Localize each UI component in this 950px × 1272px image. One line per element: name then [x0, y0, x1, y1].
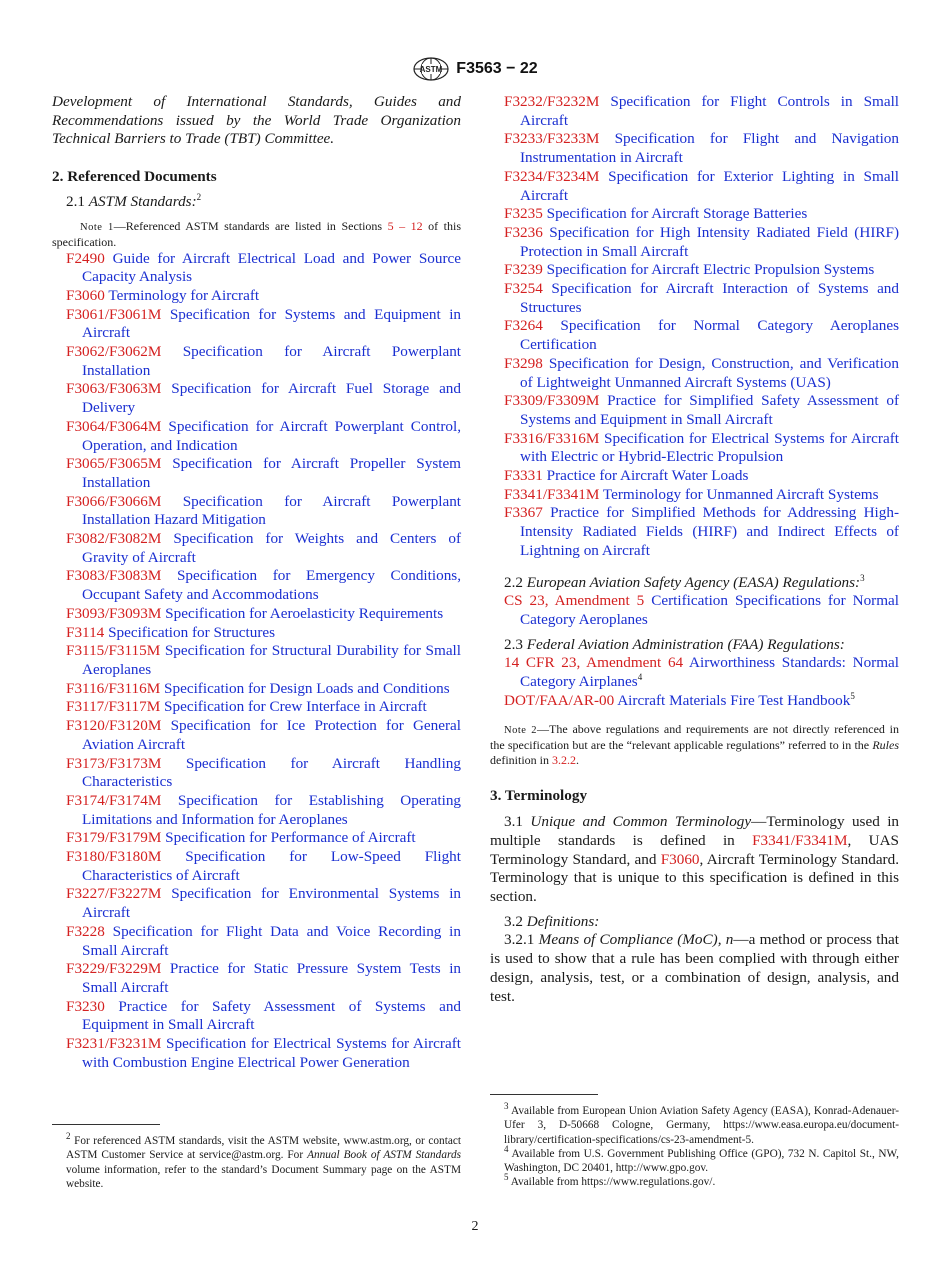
reference-code-link[interactable]: F3120/F3120M	[66, 717, 162, 735]
reference-title-link[interactable]: Specification for Normal Category Aeroplanes Certification	[520, 317, 899, 354]
reference-item	[52, 848, 461, 885]
reference-item	[52, 642, 461, 679]
reference-item	[52, 717, 461, 754]
page-header	[0, 56, 950, 82]
reference-item	[52, 380, 461, 417]
reference-title-link[interactable]: Specification for Design, Construction, and Verification of Lightweight Unmanned Aircraft Systems (UAS)	[520, 354, 899, 391]
easa-reference	[490, 592, 899, 629]
reference-code-link[interactable]: F3309/F3309M	[504, 392, 600, 410]
reference-title-link[interactable]: Specification for Aircraft Propeller System Installation	[82, 455, 461, 491]
reference-title-link[interactable]: Airworthiness Standards: Normal Category Airplanes	[520, 654, 899, 691]
reference-item	[52, 755, 461, 792]
reference-code-link[interactable]: F3093/F3093M	[66, 604, 162, 622]
footnote-3: $^3$ Available from European Union Aviation Safety Agency (EASA), Konrad-Adenauer-Ufer 3, D-50668 Cologne, Germany, https://www.easa.europa.eu/document-library/certification-specifications/cs-23-amendment-5.	[504, 1101, 900, 1146]
subsection-2-2: 2.2 European Aviation Safety Agency (EASA) Regulations:$^3$	[504, 572, 865, 591]
astm-reference-list-right	[490, 93, 899, 561]
reference-item	[52, 530, 461, 567]
reference-title-link[interactable]: Guide for Aircraft Electrical Load and Power Source Capacity Analysis	[82, 249, 462, 286]
reference-code-link[interactable]: F3233/F3233M	[504, 130, 600, 148]
section-link[interactable]: 12	[410, 218, 423, 233]
reference-code-link[interactable]: F3117/F3117M	[66, 698, 161, 716]
footnote-5: $^5$ Available from https://www.regulations.gov/.	[504, 1172, 716, 1189]
paragraph-3-2-1: 3.2.1 Means of Compliance (MoC), n—a method or process that is used to show that a rule has been complied with through either design, analysis, test, or a combination of design, analysis, and test.	[490, 931, 900, 1005]
document-id: F3563 − 22	[456, 60, 538, 77]
reference-title-link[interactable]: Specification for Emergency Conditions, Occupant Safety and Accommodations	[82, 567, 461, 604]
reference-code-link[interactable]: F3228	[66, 922, 105, 940]
reference-code-link[interactable]: F3239	[504, 261, 543, 279]
terminology-link[interactable]: F3341/F3341M	[752, 831, 848, 849]
faa-reference: 14 CFR 23, Amendment 64 Airworthiness Standards: Normal Category Airplanes$^4$	[504, 654, 899, 691]
reference-code-link[interactable]: F3062/F3062M	[66, 343, 162, 361]
reference-item	[52, 605, 461, 624]
reference-title-link[interactable]: Specification for Design Loads and Conditions	[164, 679, 450, 697]
reference-code-link[interactable]: F3115/F3115M	[66, 642, 161, 660]
reference-item	[52, 418, 461, 455]
reference-title-link[interactable]: Specification for Flight and Navigation Instrumentation in Aircraft	[520, 130, 899, 167]
svg-text:ASTM: ASTM	[419, 65, 443, 74]
reference-item	[52, 493, 461, 530]
reference-item	[52, 698, 461, 717]
footnotes-right	[490, 1101, 900, 1190]
reference-title-link[interactable]: Specification for Structures	[108, 623, 276, 641]
subsection-2-3: 2.3 Federal Aviation Administration (FAA) Regulations:	[504, 635, 845, 653]
reference-title-link[interactable]: Specification for Aeroelasticity Requirements	[165, 604, 444, 622]
footnote-rule	[52, 1124, 160, 1125]
reference-code-link[interactable]: F3060	[66, 286, 105, 304]
reference-code-link[interactable]: F3065/F3065M	[66, 455, 162, 473]
section-2-heading: 2. Referenced Documents	[52, 168, 217, 186]
reference-code-link[interactable]: DOT/FAA/AR-00	[504, 691, 615, 709]
reference-title-link[interactable]: Specification for Flight Controls in Small Aircraft	[520, 93, 900, 129]
reference-code-link[interactable]: F3114	[66, 623, 105, 641]
reference-code-link[interactable]: F3083/F3083M	[66, 567, 162, 585]
reference-item	[52, 287, 461, 306]
reference-code-link[interactable]: F3066/F3066M	[66, 492, 162, 510]
reference-title-link[interactable]: Certification Specifications for Normal Category Aeroplanes	[520, 592, 899, 628]
reference-item	[52, 960, 461, 997]
reference-code-link[interactable]: F3173/F3173M	[66, 754, 162, 772]
reference-title-link[interactable]: Practice for Simplified Safety Assessment of Systems and Equipment in Small Aircraft	[520, 392, 899, 428]
reference-code-link[interactable]: F3179/F3179M	[66, 829, 162, 847]
reference-code-link[interactable]: F3227/F3227M	[66, 885, 162, 903]
reference-title-link[interactable]: Specification for Aircraft Powerplant Control, Operation, and Indication	[82, 417, 461, 454]
reference-title-link[interactable]: Specification for Aircraft Handling Characteristics	[82, 754, 461, 791]
reference-title-link[interactable]: Specification for Aircraft Interaction of Systems and Structures	[520, 280, 899, 316]
right-column	[490, 93, 900, 1189]
reference-title-link[interactable]: Specification for Structural Durability for Small Aeroplanes	[82, 642, 461, 678]
reference-title-link[interactable]: Practice for Simplified Methods for Addressing High-Intensity Radiated Fields (HIRF) and Indirect Effects of Lightning on Aircraft	[520, 504, 900, 559]
reference-code-link[interactable]: F3229/F3229M	[66, 960, 162, 978]
reference-item	[490, 392, 899, 429]
paragraph-3-2: 3.2 Definitions:	[504, 912, 600, 930]
reference-code-link[interactable]: CS 23, Amendment 5	[504, 592, 645, 610]
reference-title-link[interactable]: Specification for Low-Speed Flight Characteristics of Aircraft	[82, 848, 461, 884]
reference-code-link[interactable]: F3061/F3061M	[66, 305, 162, 323]
reference-code-link[interactable]: F3063/F3063M	[66, 380, 162, 398]
reference-code-link[interactable]: F3180/F3180M	[66, 848, 162, 866]
intro-paragraph: Development of International Standards, Guides and Recommendations issued by the World Trade Organization Technical Barriers to Trade (TBT) Committee.	[52, 93, 461, 148]
reference-item	[52, 250, 461, 287]
reference-code-link[interactable]: F2490	[66, 249, 105, 267]
reference-code-link[interactable]: F3232/F3232M	[504, 93, 600, 110]
reference-item	[490, 205, 899, 224]
reference-code-link[interactable]: F3264	[504, 317, 543, 335]
reference-title-link[interactable]: Specification for Establishing Operating Limitations and Information for Aeroplanes	[82, 791, 462, 828]
reference-code-link[interactable]: F3331	[504, 467, 543, 485]
reference-title-link[interactable]: Specification for Aircraft Storage Batteries	[546, 205, 808, 223]
reference-title-link[interactable]: Specification for Ice Protection for General Aviation Aircraft	[82, 717, 462, 753]
footnote-4: $^4$ Available from U.S. Government Publishing Office (GPO), 732 N. Capitol St., NW, Washington, DC 20401, http://www.gpo.gov.	[504, 1144, 899, 1175]
definition-link[interactable]: 3.2.2	[552, 752, 576, 767]
reference-item	[52, 885, 461, 922]
reference-item	[490, 317, 899, 354]
reference-title-link[interactable]: Specification for Aircraft Fuel Storage and Delivery	[82, 380, 461, 417]
faa-reference: DOT/FAA/AR-00 Aircraft Materials Fire Test Handbook$^5$	[504, 690, 855, 709]
page-number: 2	[471, 1219, 479, 1234]
terminology-link[interactable]: F3060	[660, 850, 700, 868]
reference-title-link[interactable]: Practice for Static Pressure System Tests in Small Aircraft	[82, 960, 462, 996]
footnote-2: $^2$ For referenced ASTM standards, visit the ASTM website, www.astm.org, or contact ASTM Customer Service at service@astm.org. For Annual Book of ASTM Standards volume information, refer to the standard’s Document Summary page on the ASTM website.	[66, 1131, 461, 1190]
reference-item	[490, 467, 899, 486]
astm-reference-list-left	[52, 250, 461, 1073]
reference-item	[52, 998, 461, 1035]
reference-item	[52, 829, 461, 848]
reference-code-link[interactable]: F3082/F3082M	[66, 530, 162, 548]
reference-item	[490, 261, 899, 280]
reference-item	[490, 486, 899, 505]
reference-title-link[interactable]: Specification for Weights and Centers of Gravity of Aircraft	[82, 530, 461, 566]
footnote-rule	[490, 1094, 598, 1095]
reference-code-link[interactable]: F3231/F3231M	[66, 1035, 162, 1053]
reference-item	[490, 430, 899, 467]
reference-item	[52, 567, 461, 604]
astm-logo-icon	[412, 57, 450, 81]
reference-item	[52, 680, 461, 699]
reference-item	[490, 130, 899, 167]
reference-title-link[interactable]: Practice for Safety Assessment of Systems and Equipment in Small Aircraft	[82, 997, 462, 1034]
reference-item	[52, 343, 461, 380]
reference-item	[52, 624, 461, 643]
paragraph-3-1: 3.1 Unique and Common Terminology—Terminology used in multiple standards is defined in F3341/F3341M, UAS Terminology Standard, and F3060, Aircraft Terminology Standard. Terminology that is unique to this specification is defined in this section.	[490, 813, 900, 906]
reference-code-link[interactable]: F3236	[504, 223, 543, 241]
reference-code-link[interactable]: F3254	[504, 280, 543, 298]
reference-title-link[interactable]: Specification for Systems and Equipment in Aircraft	[82, 305, 462, 342]
reference-item	[52, 455, 461, 492]
reference-code-link[interactable]: F3230	[66, 997, 105, 1015]
reference-title-link[interactable]: Specification for Aircraft Electric Propulsion Systems	[546, 261, 875, 279]
reference-item	[52, 1035, 461, 1072]
left-column	[52, 93, 462, 1190]
reference-title-link[interactable]: Specification for Electrical Systems for Aircraft with Combustion Engine Electrical Power Generation	[82, 1035, 461, 1071]
reference-title-link[interactable]: Practice for Aircraft Water Loads	[546, 467, 749, 485]
reference-item	[52, 792, 461, 829]
reference-title-link[interactable]: Specification for High Intensity Radiated Field (HIRF) Protection in Small Aircraft	[520, 223, 900, 260]
reference-title-link[interactable]: Specification for Flight Data and Voice Recording in Small Aircraft	[82, 922, 461, 959]
reference-title-link[interactable]: Specification for Environmental Systems in Aircraft	[82, 885, 462, 922]
note-2: Note 2—The above regulations and requirements are not directly referenced in the specification but are the “relevant applicable regulations” referred to in the Rules definition in 3.2.2.	[490, 721, 899, 767]
reference-code-link[interactable]: F3064/F3064M	[66, 417, 162, 435]
reference-title-link[interactable]: Specification for Aircraft Powerplant Installation Hazard Mitigation	[82, 492, 462, 529]
reference-item	[490, 504, 899, 560]
reference-item	[52, 306, 461, 343]
reference-title-link[interactable]: Specification for Performance of Aircraft	[165, 829, 416, 847]
reference-item	[490, 355, 899, 392]
reference-title-link[interactable]: Specification for Crew Interface in Aircraft	[164, 698, 427, 716]
reference-item	[490, 168, 899, 205]
reference-title-link[interactable]: Terminology for Aircraft	[108, 286, 260, 304]
reference-title-link[interactable]: Specification for Exterior Lighting in Small Aircraft	[520, 167, 899, 204]
reference-code-link[interactable]: F3298	[504, 354, 543, 372]
reference-title-link[interactable]: Specification for Aircraft Powerplant Installation	[82, 343, 462, 379]
reference-item	[490, 280, 899, 317]
reference-code-link[interactable]: F3234/F3234M	[504, 167, 600, 185]
reference-title-link[interactable]: Specification for Electrical Systems for Aircraft with Electric or Hybrid-Electric Propulsion	[520, 429, 899, 466]
reference-code-link[interactable]: 14 CFR 23, Amendment 64	[504, 654, 684, 672]
section-link[interactable]: 5	[387, 218, 394, 233]
reference-code-link[interactable]: F3235	[504, 205, 543, 223]
reference-item	[52, 923, 461, 960]
note-1: Note 1—Referenced ASTM standards are listed in Sections 5 – 12 of this specification.	[52, 218, 461, 249]
reference-code-link[interactable]: F3341/F3341M	[504, 485, 600, 503]
section-3-heading: 3. Terminology	[490, 786, 588, 804]
reference-code-link[interactable]: F3367	[504, 504, 543, 522]
reference-item	[490, 224, 899, 261]
reference-item	[490, 93, 899, 130]
reference-code-link[interactable]: F3174/F3174M	[66, 791, 162, 809]
reference-code-link[interactable]: F3116/F3116M	[66, 679, 161, 697]
reference-title-link[interactable]: Terminology for Unmanned Aircraft Systems	[602, 485, 879, 503]
subsection-2-1: 2.1 ASTM Standards:$^2$	[66, 191, 202, 210]
reference-code-link[interactable]: F3316/F3316M	[504, 429, 600, 447]
reference-title-link[interactable]: Aircraft Materials Fire Test Handbook	[617, 691, 851, 709]
